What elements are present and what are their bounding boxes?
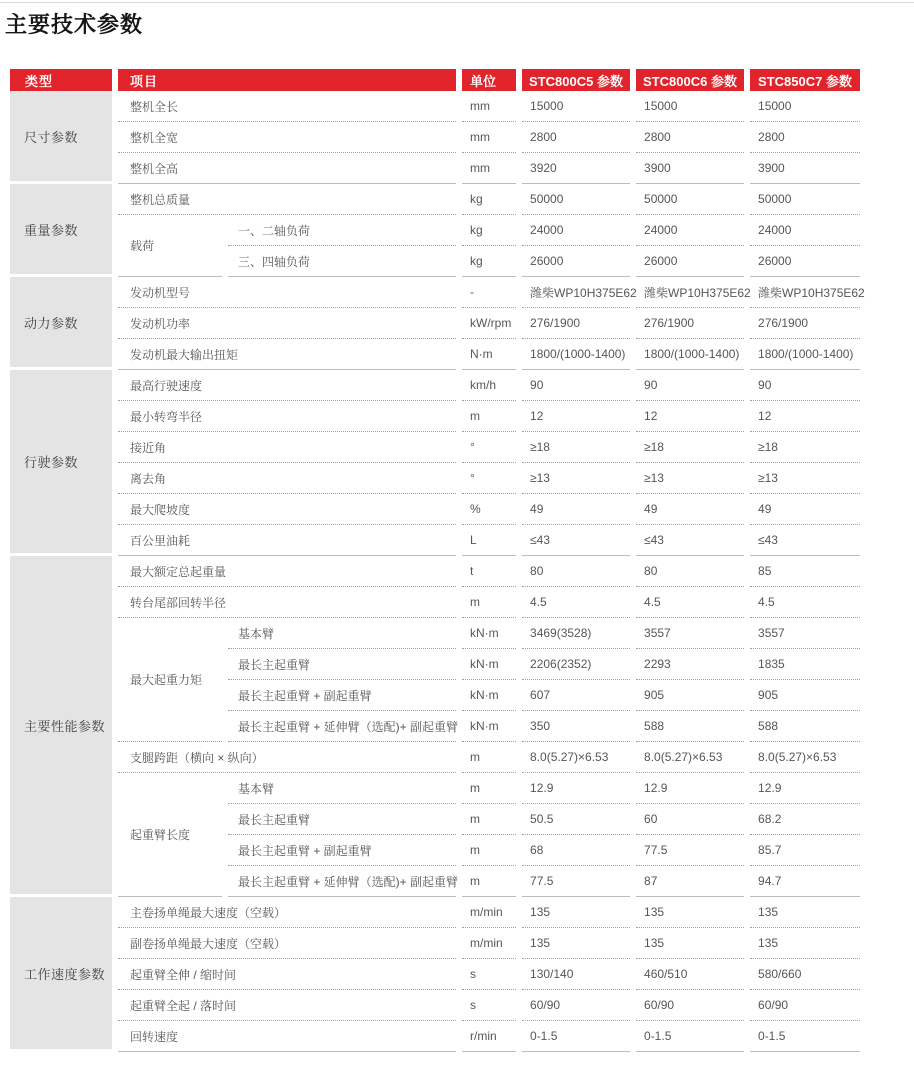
value-cell: ≤43 bbox=[522, 525, 630, 556]
value-cell: 49 bbox=[522, 494, 630, 525]
category-cell: 行驶参数 bbox=[10, 370, 112, 556]
value-cell: 60 bbox=[636, 804, 744, 835]
value-cell: 潍柴WP10H375E62 bbox=[522, 277, 630, 308]
subitem-cell: 最长主起重臂 + 延伸臂（选配)+ 副起重臂 bbox=[228, 866, 456, 897]
value-cell: 3920 bbox=[522, 153, 630, 184]
value-cell: 15000 bbox=[750, 91, 860, 122]
unit-cell: m bbox=[462, 866, 516, 897]
value-cell: ≥13 bbox=[636, 463, 744, 494]
item-cell: 最小转弯半径 bbox=[118, 401, 456, 432]
value-cell: 0-1.5 bbox=[750, 1021, 860, 1052]
value-cell: 12.9 bbox=[750, 773, 860, 804]
table-row bbox=[10, 277, 860, 308]
subitem-cell: 基本臂 bbox=[228, 618, 456, 649]
table-row bbox=[10, 401, 860, 432]
item-cell: 支腿跨距（横向 × 纵向） bbox=[118, 742, 456, 773]
subitem-cell: 最长主起重臂 + 延伸臂（选配)+ 副起重臂 bbox=[228, 711, 456, 742]
item-cell: 发动机型号 bbox=[118, 277, 456, 308]
value-cell: ≤43 bbox=[750, 525, 860, 556]
subitem-cell: 最长主起重臂 + 副起重臂 bbox=[228, 680, 456, 711]
value-cell: 2800 bbox=[522, 122, 630, 153]
table-row bbox=[10, 339, 860, 370]
header-model-stc800c5: STC800C5 参数 bbox=[522, 69, 630, 91]
unit-cell: kN·m bbox=[462, 649, 516, 680]
value-cell: 3557 bbox=[750, 618, 860, 649]
subitem-cell: 最长主起重臂 bbox=[228, 649, 456, 680]
table-row bbox=[10, 525, 860, 556]
item-cell: 副卷扬单绳最大速度（空载） bbox=[118, 928, 456, 959]
item-cell: 起重臂全起 / 落时间 bbox=[118, 990, 456, 1021]
category-cell: 重量参数 bbox=[10, 184, 112, 277]
value-cell: 905 bbox=[636, 680, 744, 711]
unit-cell: m bbox=[462, 773, 516, 804]
header-type: 类型 bbox=[10, 69, 112, 91]
value-cell: 85 bbox=[750, 556, 860, 587]
value-cell: 12 bbox=[636, 401, 744, 432]
category-cell: 尺寸参数 bbox=[10, 91, 112, 184]
item-cell: 最大额定总起重量 bbox=[118, 556, 456, 587]
item-cell: 发动机最大输出扭矩 bbox=[118, 339, 456, 370]
value-cell: 60/90 bbox=[636, 990, 744, 1021]
unit-cell: L bbox=[462, 525, 516, 556]
value-cell: 8.0(5.27)×6.53 bbox=[522, 742, 630, 773]
table-row bbox=[10, 959, 860, 990]
spec-table-body bbox=[10, 91, 865, 1052]
item-cell: 整机全宽 bbox=[118, 122, 456, 153]
value-cell: 24000 bbox=[636, 215, 744, 246]
value-cell: 12.9 bbox=[636, 773, 744, 804]
value-cell: 3900 bbox=[750, 153, 860, 184]
unit-cell: t bbox=[462, 556, 516, 587]
unit-cell: s bbox=[462, 990, 516, 1021]
table-row bbox=[10, 742, 860, 773]
subitem-cell: 基本臂 bbox=[228, 773, 456, 804]
value-cell: ≥18 bbox=[522, 432, 630, 463]
unit-cell: m/min bbox=[462, 897, 516, 928]
table-row bbox=[10, 184, 860, 215]
value-cell: 350 bbox=[522, 711, 630, 742]
value-cell: 50.5 bbox=[522, 804, 630, 835]
table-row bbox=[10, 215, 860, 246]
item-cell: 发动机功率 bbox=[118, 308, 456, 339]
value-cell: 4.5 bbox=[750, 587, 860, 618]
item-cell: 整机总质量 bbox=[118, 184, 456, 215]
unit-cell: mm bbox=[462, 153, 516, 184]
value-cell: 2293 bbox=[636, 649, 744, 680]
value-cell: 276/1900 bbox=[750, 308, 860, 339]
value-cell: 潍柴WP10H375E62 bbox=[750, 277, 860, 308]
value-cell: 0-1.5 bbox=[522, 1021, 630, 1052]
value-cell: ≤43 bbox=[636, 525, 744, 556]
header-model-stc800c6: STC800C6 参数 bbox=[636, 69, 744, 91]
item-cell: 整机全高 bbox=[118, 153, 456, 184]
table-row bbox=[10, 432, 860, 463]
table-row bbox=[10, 773, 860, 804]
value-cell: 24000 bbox=[750, 215, 860, 246]
table-row bbox=[10, 370, 860, 401]
item-group-cell: 起重臂长度 bbox=[118, 773, 222, 897]
table-row bbox=[10, 990, 860, 1021]
value-cell: 607 bbox=[522, 680, 630, 711]
value-cell: 135 bbox=[750, 928, 860, 959]
value-cell: 77.5 bbox=[636, 835, 744, 866]
unit-cell: mm bbox=[462, 122, 516, 153]
category-cell: 动力参数 bbox=[10, 277, 112, 370]
value-cell: 4.5 bbox=[636, 587, 744, 618]
value-cell: 26000 bbox=[750, 246, 860, 277]
value-cell: 12 bbox=[750, 401, 860, 432]
header-item: 项目 bbox=[118, 69, 456, 91]
category-cell: 工作速度参数 bbox=[10, 897, 112, 1052]
unit-cell: ° bbox=[462, 463, 516, 494]
subitem-cell: 三、四轴负荷 bbox=[228, 246, 456, 277]
table-row bbox=[10, 122, 860, 153]
value-cell: 26000 bbox=[636, 246, 744, 277]
item-cell: 主卷扬单绳最大速度（空载） bbox=[118, 897, 456, 928]
unit-cell: r/min bbox=[462, 1021, 516, 1052]
value-cell: 1800/(1000-1400) bbox=[522, 339, 630, 370]
item-group-cell: 最大起重力矩 bbox=[118, 618, 222, 742]
value-cell: 50000 bbox=[750, 184, 860, 215]
value-cell: 12 bbox=[522, 401, 630, 432]
value-cell: 4.5 bbox=[522, 587, 630, 618]
item-cell: 离去角 bbox=[118, 463, 456, 494]
table-row bbox=[10, 91, 860, 122]
value-cell: 26000 bbox=[522, 246, 630, 277]
value-cell: 588 bbox=[750, 711, 860, 742]
value-cell: ≥13 bbox=[522, 463, 630, 494]
value-cell: 135 bbox=[522, 928, 630, 959]
value-cell: 68.2 bbox=[750, 804, 860, 835]
value-cell: 90 bbox=[636, 370, 744, 401]
value-cell: 50000 bbox=[636, 184, 744, 215]
value-cell: 15000 bbox=[522, 91, 630, 122]
value-cell: 8.0(5.27)×6.53 bbox=[636, 742, 744, 773]
table-row bbox=[10, 494, 860, 525]
unit-cell: kW/rpm bbox=[462, 308, 516, 339]
item-cell: 整机全长 bbox=[118, 91, 456, 122]
value-cell: 80 bbox=[522, 556, 630, 587]
value-cell: 潍柴WP10H375E62 bbox=[636, 277, 744, 308]
value-cell: 85.7 bbox=[750, 835, 860, 866]
table-row bbox=[10, 556, 860, 587]
header-model-stc850c7: STC850C7 参数 bbox=[750, 69, 860, 91]
subitem-cell: 最长主起重臂 bbox=[228, 804, 456, 835]
value-cell: 580/660 bbox=[750, 959, 860, 990]
unit-cell: kg bbox=[462, 184, 516, 215]
item-cell: 最大爬坡度 bbox=[118, 494, 456, 525]
value-cell: 60/90 bbox=[522, 990, 630, 1021]
value-cell: 135 bbox=[750, 897, 860, 928]
table-row bbox=[10, 308, 860, 339]
unit-cell: m/min bbox=[462, 928, 516, 959]
unit-cell: m bbox=[462, 804, 516, 835]
unit-cell: kg bbox=[462, 215, 516, 246]
value-cell: 90 bbox=[522, 370, 630, 401]
table-row bbox=[10, 153, 860, 184]
value-cell: 135 bbox=[636, 928, 744, 959]
value-cell: 460/510 bbox=[636, 959, 744, 990]
value-cell: 2206(2352) bbox=[522, 649, 630, 680]
table-row bbox=[10, 618, 860, 649]
value-cell: ≥18 bbox=[750, 432, 860, 463]
value-cell: 276/1900 bbox=[636, 308, 744, 339]
value-cell: 60/90 bbox=[750, 990, 860, 1021]
table-row bbox=[10, 897, 860, 928]
value-cell: 2800 bbox=[750, 122, 860, 153]
value-cell: 1800/(1000-1400) bbox=[636, 339, 744, 370]
unit-cell: N·m bbox=[462, 339, 516, 370]
unit-cell: km/h bbox=[462, 370, 516, 401]
value-cell: ≥13 bbox=[750, 463, 860, 494]
spec-table bbox=[4, 69, 866, 1052]
value-cell: 276/1900 bbox=[522, 308, 630, 339]
table-row bbox=[10, 928, 860, 959]
item-cell: 转台尾部回转半径 bbox=[118, 587, 456, 618]
value-cell: 1800/(1000-1400) bbox=[750, 339, 860, 370]
value-cell: 87 bbox=[636, 866, 744, 897]
value-cell: 94.7 bbox=[750, 866, 860, 897]
value-cell: 905 bbox=[750, 680, 860, 711]
item-cell: 起重臂全伸 / 缩时间 bbox=[118, 959, 456, 990]
item-cell: 回转速度 bbox=[118, 1021, 456, 1052]
unit-cell: % bbox=[462, 494, 516, 525]
table-row bbox=[10, 1021, 860, 1052]
value-cell: 12.9 bbox=[522, 773, 630, 804]
unit-cell: mm bbox=[462, 91, 516, 122]
value-cell: 2800 bbox=[636, 122, 744, 153]
value-cell: ≥18 bbox=[636, 432, 744, 463]
header-unit: 单位 bbox=[462, 69, 516, 91]
unit-cell: - bbox=[462, 277, 516, 308]
value-cell: 3900 bbox=[636, 153, 744, 184]
value-cell: 77.5 bbox=[522, 866, 630, 897]
value-cell: 135 bbox=[636, 897, 744, 928]
unit-cell: m bbox=[462, 587, 516, 618]
value-cell: 588 bbox=[636, 711, 744, 742]
value-cell: 135 bbox=[522, 897, 630, 928]
value-cell: 49 bbox=[750, 494, 860, 525]
item-cell: 接近角 bbox=[118, 432, 456, 463]
item-cell: 最高行驶速度 bbox=[118, 370, 456, 401]
unit-cell: m bbox=[462, 742, 516, 773]
unit-cell: kN·m bbox=[462, 711, 516, 742]
table-row bbox=[10, 463, 860, 494]
unit-cell: kN·m bbox=[462, 680, 516, 711]
subitem-cell: 最长主起重臂 + 副起重臂 bbox=[228, 835, 456, 866]
table-row bbox=[10, 587, 860, 618]
subitem-cell: 一、二轴负荷 bbox=[228, 215, 456, 246]
value-cell: 90 bbox=[750, 370, 860, 401]
value-cell: 3557 bbox=[636, 618, 744, 649]
value-cell: 130/140 bbox=[522, 959, 630, 990]
unit-cell: m bbox=[462, 401, 516, 432]
unit-cell: kg bbox=[462, 246, 516, 277]
unit-cell: kN·m bbox=[462, 618, 516, 649]
value-cell: 24000 bbox=[522, 215, 630, 246]
header-row bbox=[10, 69, 860, 91]
item-group-cell: 载荷 bbox=[118, 215, 222, 277]
value-cell: 80 bbox=[636, 556, 744, 587]
unit-cell: s bbox=[462, 959, 516, 990]
page-title: 主要技术参数 bbox=[5, 12, 144, 37]
item-cell: 百公里油耗 bbox=[118, 525, 456, 556]
unit-cell: m bbox=[462, 835, 516, 866]
value-cell: 8.0(5.27)×6.53 bbox=[750, 742, 860, 773]
unit-cell: ° bbox=[462, 432, 516, 463]
value-cell: 15000 bbox=[636, 91, 744, 122]
value-cell: 1835 bbox=[750, 649, 860, 680]
category-cell: 主要性能参数 bbox=[10, 556, 112, 897]
value-cell: 3469(3528) bbox=[522, 618, 630, 649]
value-cell: 50000 bbox=[522, 184, 630, 215]
top-divider bbox=[0, 2, 914, 3]
value-cell: 49 bbox=[636, 494, 744, 525]
value-cell: 0-1.5 bbox=[636, 1021, 744, 1052]
value-cell: 68 bbox=[522, 835, 630, 866]
